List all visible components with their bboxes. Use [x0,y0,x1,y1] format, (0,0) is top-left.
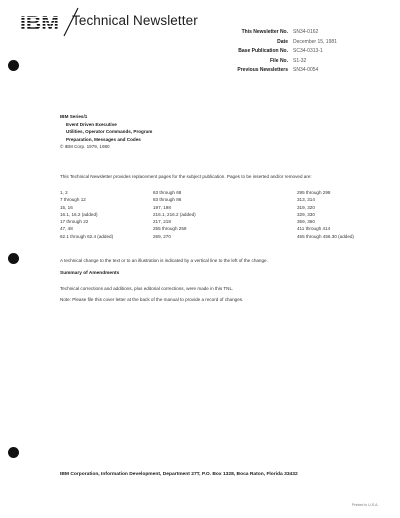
punch-hole [8,60,19,71]
page-range: 216.1, 216.2 (added) [153,211,196,217]
intro-paragraph: This Technical Newsletter provides replacement pages for the subject publication. Pages to be inserted and/or removed are: [60,174,312,179]
publication-info [224,28,337,76]
page-range: 7 through 12 [60,197,86,203]
subject-line: Utilities, Operator Commands, Program [66,129,153,134]
meta-row: Date December 15, 1981 [277,38,337,45]
page-range: 313, 314 [297,197,315,203]
copyright: © IBM Corp. 1979, 1980 [60,144,110,149]
svg-text:IBM: IBM [20,13,60,34]
page-range: 63 through 68 [153,190,182,195]
page-range: 62.1 through 62.4 (added) [60,233,114,239]
page-range: 83 through 86 [153,197,182,203]
page-range: 15, 16 [60,204,73,210]
page-range: 359, 360 [297,219,315,225]
page-range: 47, 48 [60,226,73,232]
meta-row: File No. S1-32 [269,57,307,64]
subject-line: Event Driven Executive [66,121,117,127]
page-list-column [60,189,113,240]
meta-row: Base Publication No. SC34-0313-1 [238,48,323,55]
form-number: Printed in U.S.A. [352,503,379,507]
subject-line: Preparation, Messages and Codes [66,136,141,142]
page-range: 197, 198 [153,204,171,210]
summary-heading: Summary of Amendments [60,271,120,276]
page-list-column [153,189,196,240]
page-range: 255 through 259 [153,226,187,232]
change-marker-note: A technical change to the text or to an illustration is indicated by a vertical line to the left of the change. [60,258,268,263]
subject-block [60,113,152,151]
ibm-logo [20,12,60,34]
footer-address: IBM Corporation, Information Development, Department 27T, P.O. Box 1328, Boca Raton, Florida 33432 [60,472,298,477]
newsletter-title: Technical Newsletter [72,13,198,28]
page-range: 269, 270 [153,233,171,239]
page-range: 1, 2 [60,190,68,195]
page-range: 16.1, 16.2 (added) [60,211,98,217]
meta-row: Previous Newsletters SN34-0054 [237,67,319,74]
page-range: 411 through 414 [297,226,331,232]
summary-line: Technical corrections and additions, plus editorial corrections, were made in this TNL. [60,286,234,291]
page-range: 319, 320 [297,204,315,210]
punch-hole [8,447,19,458]
page-list-column [297,189,354,240]
meta-row: This Newsletter No. SN34-0162 [241,29,319,35]
summary-note: Note: Please file this cover letter at the back of the manual to provide a record of changes. [60,297,244,302]
subject-line: IBM Series/1 [60,114,88,119]
page-range: 295 through 298 [297,190,331,195]
page-range: 217, 218 [153,219,171,225]
summary-text [60,283,395,305]
page-range: 329, 330 [297,211,315,217]
page-range: 455 through 456.30 (added) [297,233,354,239]
punch-hole [8,253,19,264]
page-range: 17 through 22 [60,219,89,225]
